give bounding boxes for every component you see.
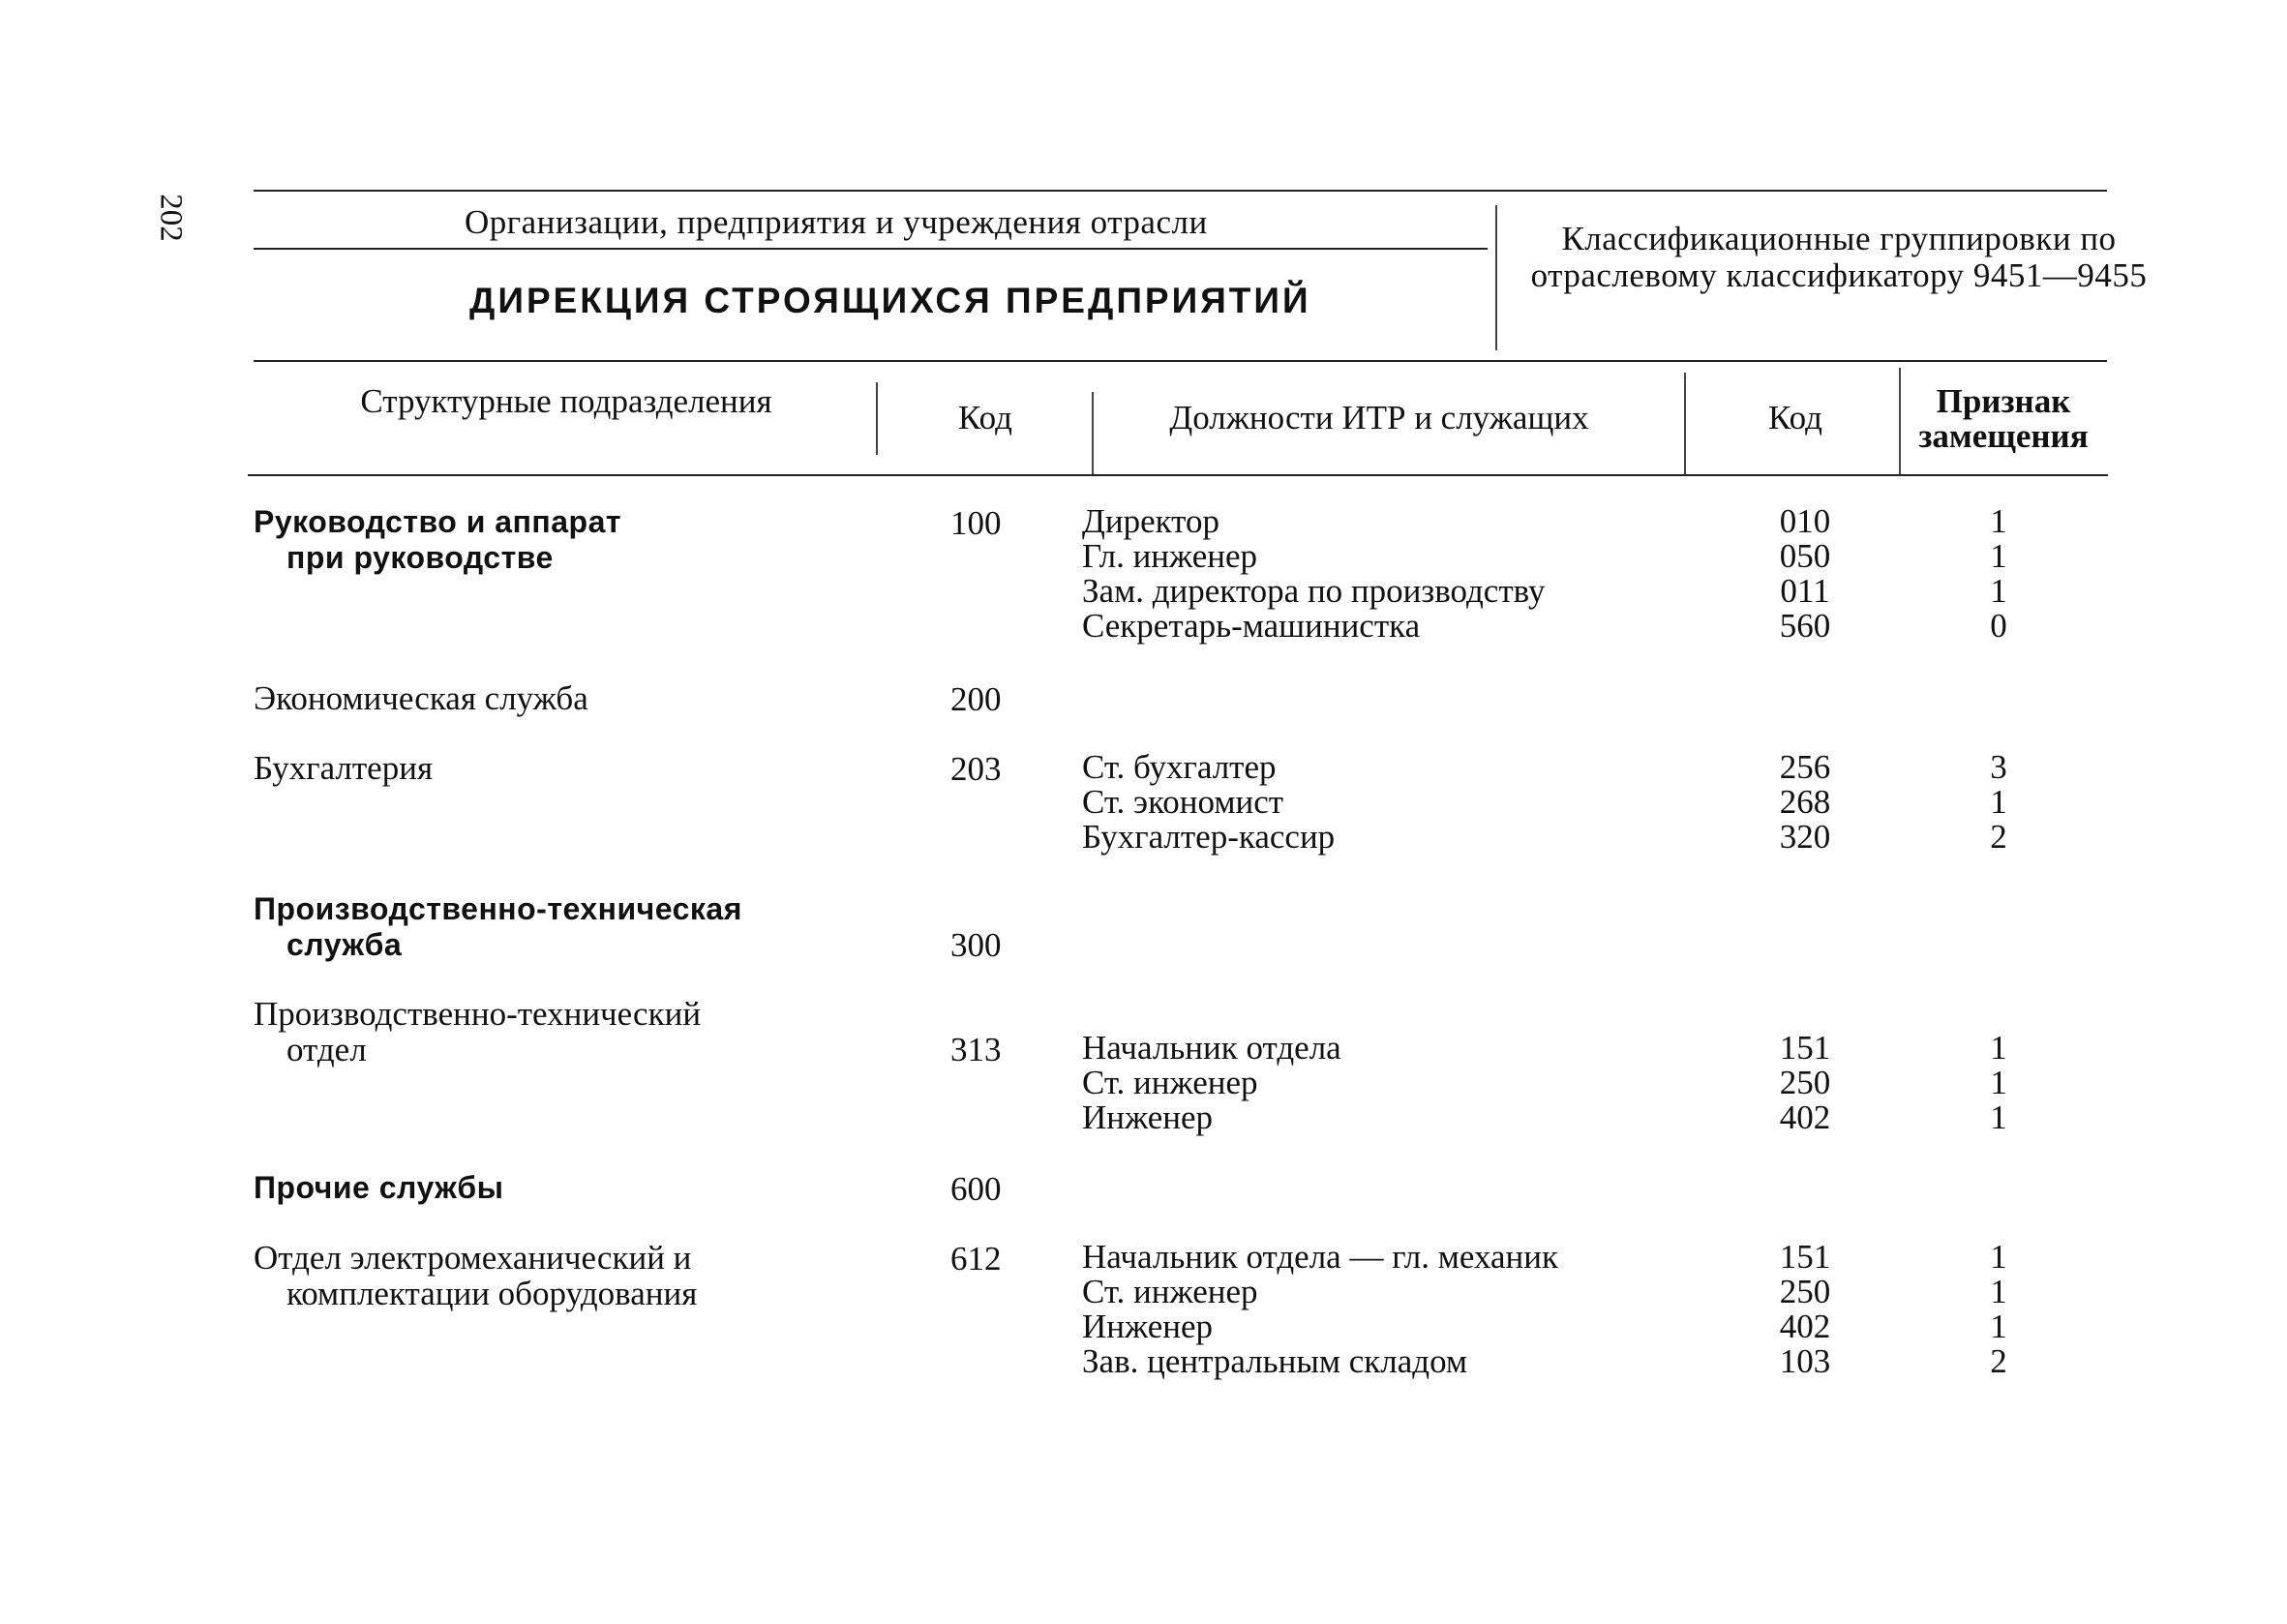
position-code-list: [1761, 1240, 1849, 1379]
substitution-sign: 1: [1990, 1308, 2007, 1345]
col-divider-4: [1899, 368, 1901, 474]
col-divider-3: [1684, 373, 1686, 474]
position-code: 268: [1779, 783, 1831, 821]
substitution-sign: 0: [1990, 607, 2007, 645]
document-title: ДИРЕКЦИЯ СТРОЯЩИХСЯ ПРЕДПРИЯТИЙ: [469, 281, 1311, 320]
substitution-sign: 1: [1990, 1098, 2007, 1136]
dept-code: 300: [950, 926, 1002, 964]
substitution-list: [1955, 504, 2042, 644]
position-code-list: [1761, 504, 1849, 644]
position-title: Зам. директора по производству: [1082, 572, 1546, 610]
dept-name: Прочие службы: [254, 1170, 504, 1205]
substitution-sign: 2: [1990, 818, 2007, 856]
position-title: Инженер: [1082, 1308, 1214, 1345]
position-title: Инженер: [1082, 1098, 1214, 1136]
substitution-sign: 1: [1990, 1064, 2007, 1101]
position-code: 151: [1779, 1238, 1831, 1276]
dept-code: 612: [950, 1240, 1002, 1278]
position-title: Ст. инженер: [1082, 1064, 1258, 1101]
position-code: 250: [1779, 1064, 1831, 1101]
substitution-sign: 1: [1990, 1273, 2007, 1310]
position-title: Секретарь-машинистка: [1082, 607, 1421, 645]
position-code: 250: [1779, 1273, 1831, 1310]
position-title: Бухгалтер-кассир: [1082, 818, 1336, 856]
dept-code: 203: [950, 750, 1002, 788]
substitution-sign: 1: [1990, 783, 2007, 821]
position-title: Начальник отдела: [1082, 1029, 1341, 1067]
header-divider: [1495, 205, 1497, 350]
substitution-sign: 1: [1990, 537, 2007, 575]
dept-code: 200: [950, 680, 1002, 718]
dept-name: Производственно-техническая служба: [254, 891, 742, 962]
position-title: Ст. бухгалтер: [1082, 748, 1277, 786]
position-title: Зав. центральным складом: [1082, 1342, 1468, 1380]
position-title: Начальник отдела — гл. механик: [1082, 1238, 1559, 1276]
dept-name: Бухгалтерия: [254, 749, 434, 787]
page-number: 202: [153, 194, 189, 242]
substitution-sign: 1: [1990, 1029, 2007, 1067]
substitution-sign: 1: [1990, 572, 2007, 610]
substitution-list: [1955, 750, 2042, 855]
position-code: 320: [1779, 818, 1831, 856]
position-code-list: [1761, 1031, 1849, 1135]
position-code: 151: [1779, 1029, 1831, 1067]
position-code-list: [1761, 750, 1849, 855]
classification-label: Классификационные группировки по отраслевому классификатору 9451—9455: [1530, 220, 2148, 294]
table-header-rule: [248, 474, 2108, 476]
position-list: [1082, 504, 1545, 644]
col-divider-1: [876, 382, 878, 455]
dept-code: 100: [950, 504, 1002, 542]
substitution-sign: 1: [1990, 1238, 2007, 1276]
position-title: Ст. экономист: [1082, 783, 1284, 821]
position-code: 011: [1780, 572, 1830, 610]
position-code: 560: [1779, 607, 1831, 645]
header-top-rule: [254, 190, 2107, 192]
position-list: [1082, 750, 1335, 855]
position-title: Директор: [1082, 502, 1220, 540]
substitution-list: [1955, 1240, 2042, 1379]
dept-name: Экономическая служба: [254, 679, 588, 717]
position-title: Ст. инженер: [1082, 1273, 1258, 1310]
substitution-sign: 2: [1990, 1342, 2007, 1380]
dept-name: Руководство и аппарат при руководстве: [254, 504, 622, 575]
dept-name: Производственно-технический отдел: [254, 995, 702, 1068]
col-header-positions: Должности ИТР и служащих: [1169, 399, 1589, 436]
col-header-divisions: Структурные подразделения: [360, 382, 772, 420]
position-code: 010: [1779, 502, 1831, 540]
dept-name: Отдел электромеханический и комплектации оборудования: [254, 1239, 698, 1312]
substitution-sign: 3: [1990, 748, 2007, 786]
table-top-rule: [254, 360, 2107, 362]
dept-code: 600: [950, 1170, 1002, 1208]
col-header-position-code: Код: [1768, 399, 1822, 436]
col-header-code: Код: [958, 399, 1012, 436]
substitution-list: [1955, 1031, 2042, 1135]
position-code: 402: [1779, 1308, 1831, 1345]
position-code: 103: [1779, 1342, 1831, 1380]
organization-label: Организации, предприятия и учреждения отрасли: [465, 203, 1208, 241]
org-rule: [254, 248, 1488, 250]
col-divider-2: [1092, 392, 1094, 474]
position-code: 402: [1779, 1098, 1831, 1136]
position-title: Гл. инженер: [1082, 537, 1258, 575]
substitution-sign: 1: [1990, 502, 2007, 540]
position-list: [1082, 1240, 1558, 1379]
position-list: [1082, 1031, 1341, 1135]
col-header-substitution: Признак замещения: [1918, 382, 2089, 455]
dept-code: 313: [950, 1031, 1002, 1068]
position-code: 256: [1779, 748, 1831, 786]
position-code: 050: [1779, 537, 1831, 575]
